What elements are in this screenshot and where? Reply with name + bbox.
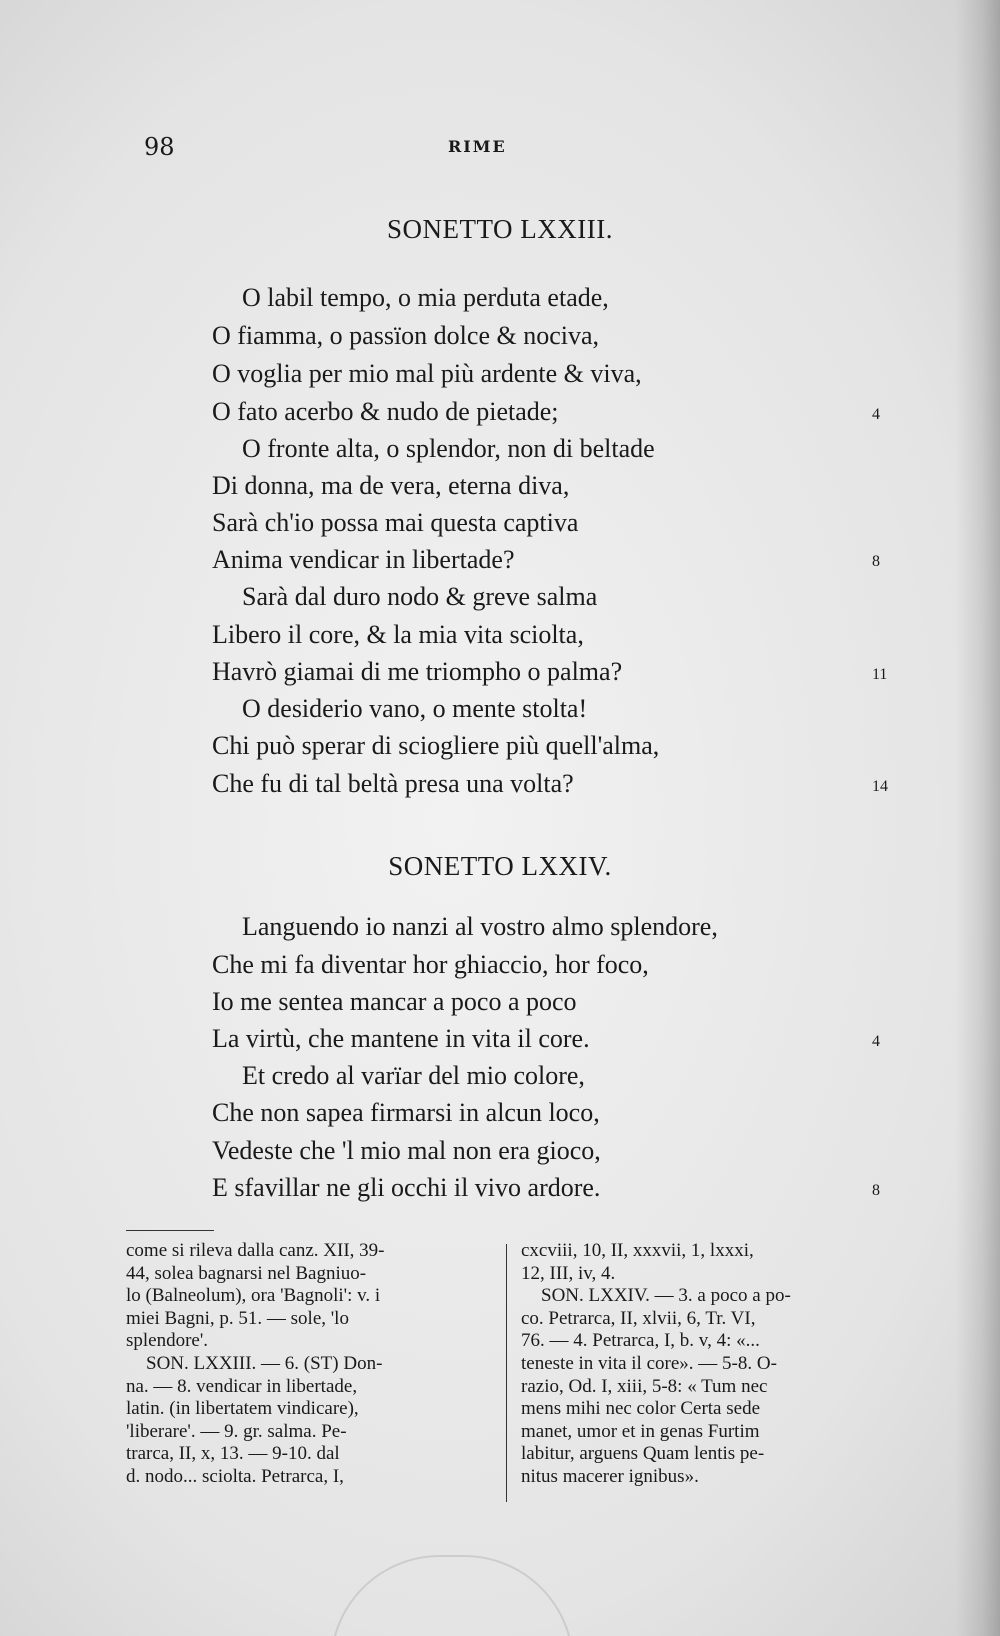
note-line: nitus macerer ignibus». — [521, 1465, 699, 1487]
verse-line: O fronte alta, o splendor, non di beltade — [242, 434, 655, 463]
sonnet-title: SONETTO LXXIV. — [388, 851, 612, 881]
notes-column-divider — [506, 1244, 507, 1502]
verse-line: Io me sentea mancar a poco a poco — [212, 987, 577, 1016]
note-line: 12, III, iv, 4. — [521, 1262, 616, 1284]
verse-line: Libero il core, & la mia vita sciolta, — [212, 620, 584, 649]
note-line: mens mihi nec color Certa sede — [521, 1398, 761, 1420]
note-line: 'liberare'. — 9. gr. salma. Pe- — [126, 1420, 347, 1442]
notes-left-column — [126, 1240, 496, 1489]
note-line: labitur, arguens Quam lentis pe- — [521, 1443, 765, 1465]
page-number: 98 — [144, 133, 175, 161]
note-line: manet, umor et in genas Furtim — [521, 1420, 760, 1442]
note-line: co. Petrarca, II, xlvii, 6, Tr. VI, — [521, 1307, 756, 1329]
line-number: 4 — [872, 1033, 880, 1050]
verse-line: Vedeste che 'l mio mal non era gioco, — [212, 1136, 601, 1165]
sonnet-title: SONETTO LXXIII. — [387, 214, 613, 244]
note-line: 76. — 4. Petrarca, I, b. v, 4: «... — [521, 1330, 760, 1352]
running-head — [0, 133, 1000, 163]
verse-line: O voglia per mio mal più ardente & viva, — [212, 359, 642, 388]
line-number: 14 — [872, 778, 888, 795]
line-number: 8 — [872, 553, 880, 570]
verse-line: Anima vendicar in libertade? — [212, 545, 515, 574]
note-line: SON. LXXIV. — 3. a poco a po- — [541, 1285, 791, 1307]
note-line: 44, solea bagnarsi nel Bagniuo- — [126, 1262, 367, 1284]
verse-line: Che mi fa diventar hor ghiaccio, hor foco, — [212, 950, 649, 979]
note-line: cxcviii, 10, II, xxxvii, 1, lxxxi, — [521, 1240, 754, 1261]
verse-line: O labil tempo, o mia perduta etade, — [242, 283, 609, 312]
line-number: 11 — [872, 666, 888, 683]
line-number: 8 — [872, 1182, 880, 1199]
note-line: razio, Od. I, xiii, 5-8: « Tum nec — [521, 1375, 768, 1397]
verse-line: Sarà dal duro nodo & greve salma — [242, 582, 598, 611]
footnote-rule — [126, 1230, 214, 1231]
note-line: splendore'. — [126, 1330, 209, 1352]
running-title: RIME — [448, 137, 507, 156]
page-edge-shadow — [955, 0, 1000, 1636]
note-line: na. — 8. vendicar in libertade, — [126, 1375, 358, 1397]
verse-line: O desiderio vano, o mente stolta! — [242, 694, 588, 723]
verse-line: E sfavillar ne gli occhi il vivo ardore. — [212, 1173, 601, 1202]
note-line: latin. (in libertatem vindicare), — [126, 1398, 359, 1420]
verse-line: Che fu di tal beltà presa una volta? — [212, 769, 574, 798]
verse-line: Di donna, ma de vera, eterna diva, — [212, 471, 570, 500]
note-line: come si rileva dalla canz. XII, 39- — [126, 1240, 385, 1261]
verse-line: Havrò giamai di me triompho o palma? — [212, 657, 623, 686]
verse-line: Sarà ch'io possa mai questa captiva — [212, 508, 579, 537]
note-line: SON. LXXIII. — 6. (ST) Don- — [146, 1352, 383, 1374]
verse-line: O fato acerbo & nudo de pietade; — [212, 397, 559, 426]
verse-line: Che non sapea firmarsi in alcun loco, — [212, 1098, 600, 1127]
verse-line: O fiamma, o passïon dolce & nociva, — [212, 321, 600, 350]
note-line: d. nodo... sciolta. Petrarca, I, — [126, 1465, 344, 1487]
note-line: trarca, II, x, 13. — 9-10. dal — [126, 1443, 340, 1465]
note-line: miei Bagni, p. 51. — sole, 'lo — [126, 1307, 349, 1329]
library-stamp — [330, 1555, 574, 1636]
verse-line: Et credo al varïar del mio colore, — [242, 1061, 585, 1090]
verse-line: Chi può sperar di sciogliere più quell'alma, — [212, 731, 660, 760]
note-line: teneste in vita il core». — 5-8. O- — [521, 1352, 777, 1374]
notes-right-column — [521, 1240, 893, 1489]
line-number: 4 — [872, 406, 880, 423]
verse-line: Languendo io nanzi al vostro almo splendore, — [242, 912, 718, 941]
note-line: lo (Balneolum), ora 'Bagnoli': v. i — [126, 1285, 381, 1307]
verse-line: La virtù, che mantene in vita il core. — [212, 1024, 590, 1053]
